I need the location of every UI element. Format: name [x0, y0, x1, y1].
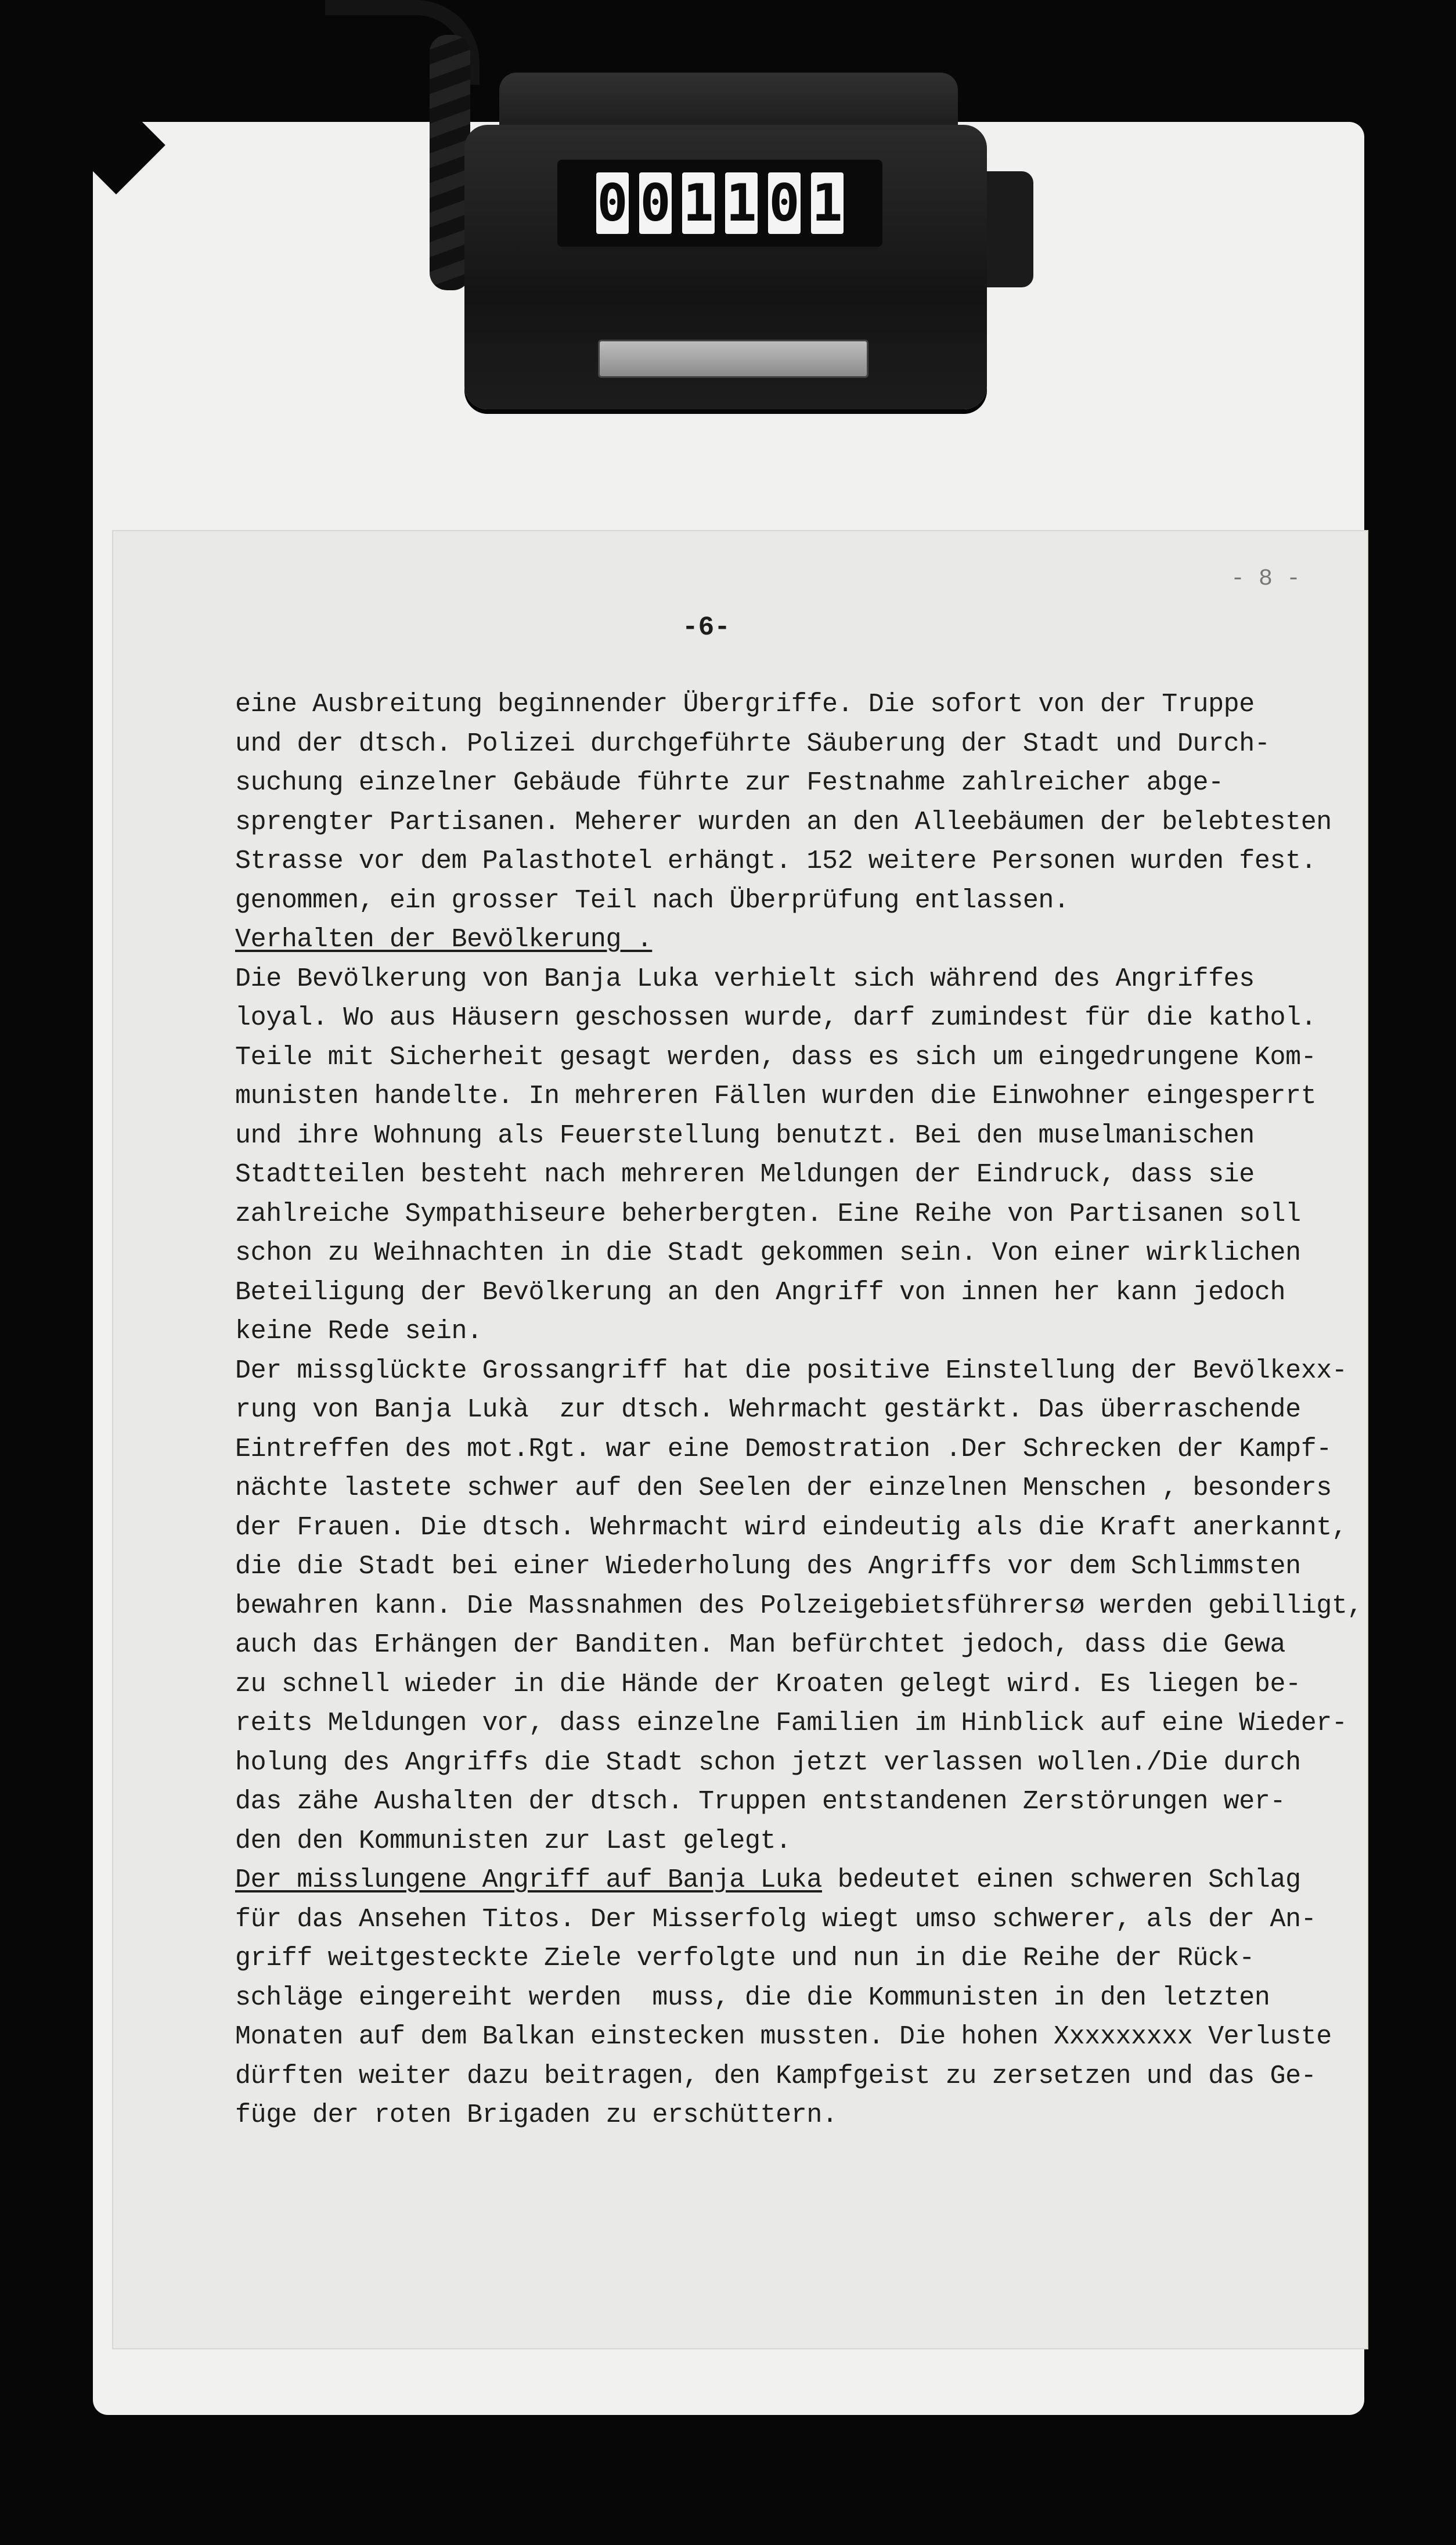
text-line: sprengter Partisanen. Meherer wurden an den Alleebäumen der belebtesten [235, 807, 1332, 837]
text-line: reits Meldungen vor, dass einzelne Familien im Hinblick auf eine Wieder- [235, 1708, 1347, 1738]
text-line: bewahren kann. Die Massnahmen des Polzeigebietsführersø werden gebilligt, [235, 1591, 1363, 1621]
text-line: zahlreiche Sympathiseure beherbergten. Eine Reihe von Partisanen soll [235, 1199, 1301, 1229]
text-line: Der missglückte Grossangriff hat die positive Einstellung der Bevölkexx- [235, 1356, 1347, 1386]
paragraph-3-first-line [235, 1861, 1356, 1900]
page-number: -6- [682, 612, 730, 643]
text-line: die die Stadt bei einer Wiederholung des Angriffs vor dem Schlimmsten [235, 1552, 1301, 1581]
counter-display [557, 160, 882, 247]
text-fragment: bedeutet einen schweren Schlag [821, 1865, 1301, 1895]
text-line: Monaten auf dem Balkan einstecken mussten. Die hohen Xxxxxxxxx Verluste [235, 2022, 1332, 2052]
text-line: genommen, ein grosser Teil nach Überprüfung entlassen. [235, 885, 1069, 915]
paragraph-3 [235, 1900, 1356, 2135]
counter-digit: 0 [769, 173, 800, 233]
counter-digit: 1 [812, 173, 843, 233]
text-line: füge der roten Brigaden zu erschüttern. [235, 2100, 838, 2130]
text-line: das zähe Aushalten der dtsch. Truppen entstandenen Zerstörungen wer- [235, 1787, 1286, 1816]
text-line: munisten handelte. In mehreren Fällen wurden die Einwohner eingesperrt [235, 1082, 1317, 1111]
counter-digit: 0 [640, 173, 671, 233]
text-line: schon zu Weihnachten in die Stadt gekommen sein. Von einer wirklichen [235, 1238, 1301, 1268]
page-corner-mark: - 8 - [1231, 566, 1301, 592]
text-line: Teile mit Sicherheit gesagt werden, dass es sich um eingedrungene Kom- [235, 1042, 1317, 1072]
text-line: eine Ausbreitung beginnender Übergriffe. Die sofort von der Truppe [235, 690, 1255, 719]
frame-counter-device [464, 125, 999, 409]
text-line: und der dtsch. Polizei durchgeführte Säuberung der Stadt und Durch- [235, 729, 1270, 759]
counter-body [464, 125, 987, 409]
text-line: zu schnell wieder in die Hände der Kroaten gelegt wird. Es liegen be- [235, 1669, 1301, 1699]
counter-digit: 1 [726, 173, 757, 233]
text-line: keine Rede sein. [235, 1317, 482, 1346]
section-heading-attack: Der misslungene Angriff auf Banja Luka [235, 1865, 822, 1895]
counter-digit: 0 [597, 173, 628, 233]
text-line: dürften weiter dazu beitragen, den Kampfgeist zu zersetzen und das Ge- [235, 2061, 1317, 2091]
paragraph-2 [235, 960, 1363, 1861]
text-line: Die Bevölkerung von Banja Luka verhielt sich während des Angriffes [235, 964, 1255, 994]
text-line: griff weitgesteckte Ziele verfolgte und nun in die Reihe der Rück- [235, 1944, 1255, 1973]
text-line: Strasse vor dem Palasthotel erhängt. 152 weitere Personen wurden fest. [235, 846, 1317, 876]
paragraph-1 [235, 685, 1356, 920]
text-line: und ihre Wohnung als Feuerstellung benutzt. Bei den muselmanischen [235, 1120, 1255, 1151]
text-line: Beteiligung der Bevölkerung an den Angriff von innen her kann jedoch [235, 1277, 1286, 1307]
text-line: suchung einzelner Gebäude führte zur Festnahme zahlreicher abge- [235, 768, 1224, 798]
text-line: holung des Angriffs die Stadt schon jetzt verlassen wollen./Die durch [235, 1747, 1301, 1778]
text-line: auch das Erhängen der Banditen. Man befürchtet jedoch, dass die Gewa [235, 1630, 1286, 1660]
text-line: den den Kommunisten zur Last gelegt. [235, 1826, 791, 1856]
text-line: loyal. Wo aus Häusern geschossen wurde, darf zumindest für die kathol. [235, 1003, 1317, 1033]
text-line: der Frauen. Die dtsch. Wehrmacht wird eindeutig als die Kraft anerkannt, [235, 1512, 1347, 1542]
counter-nameplate [598, 340, 868, 378]
text-line: Eintreffen des mot.Rgt. war eine Demostration .Der Schrecken der Kampf- [235, 1434, 1332, 1464]
section-heading-population: Verhalten der Bevölkerung . [235, 925, 653, 954]
text-line: Stadtteilen besteht nach mehreren Meldungen der Eindruck, dass sie [235, 1160, 1255, 1189]
counter-digit: 1 [683, 173, 714, 233]
text-line: schläge eingereiht werden muss, die die Kommunisten in den letzten [235, 1982, 1270, 2013]
text-line: nächte lastete schwer auf den Seelen der einzelnen Menschen , besonders [235, 1473, 1332, 1503]
text-line: rung von Banja Lukà zur dtsch. Wehrmacht gestärkt. Das überraschende [235, 1395, 1301, 1425]
document-body [235, 685, 1363, 2135]
text-line: für das Ansehen Titos. Der Misserfolg wiegt umso schwerer, als der An- [235, 1904, 1317, 1934]
